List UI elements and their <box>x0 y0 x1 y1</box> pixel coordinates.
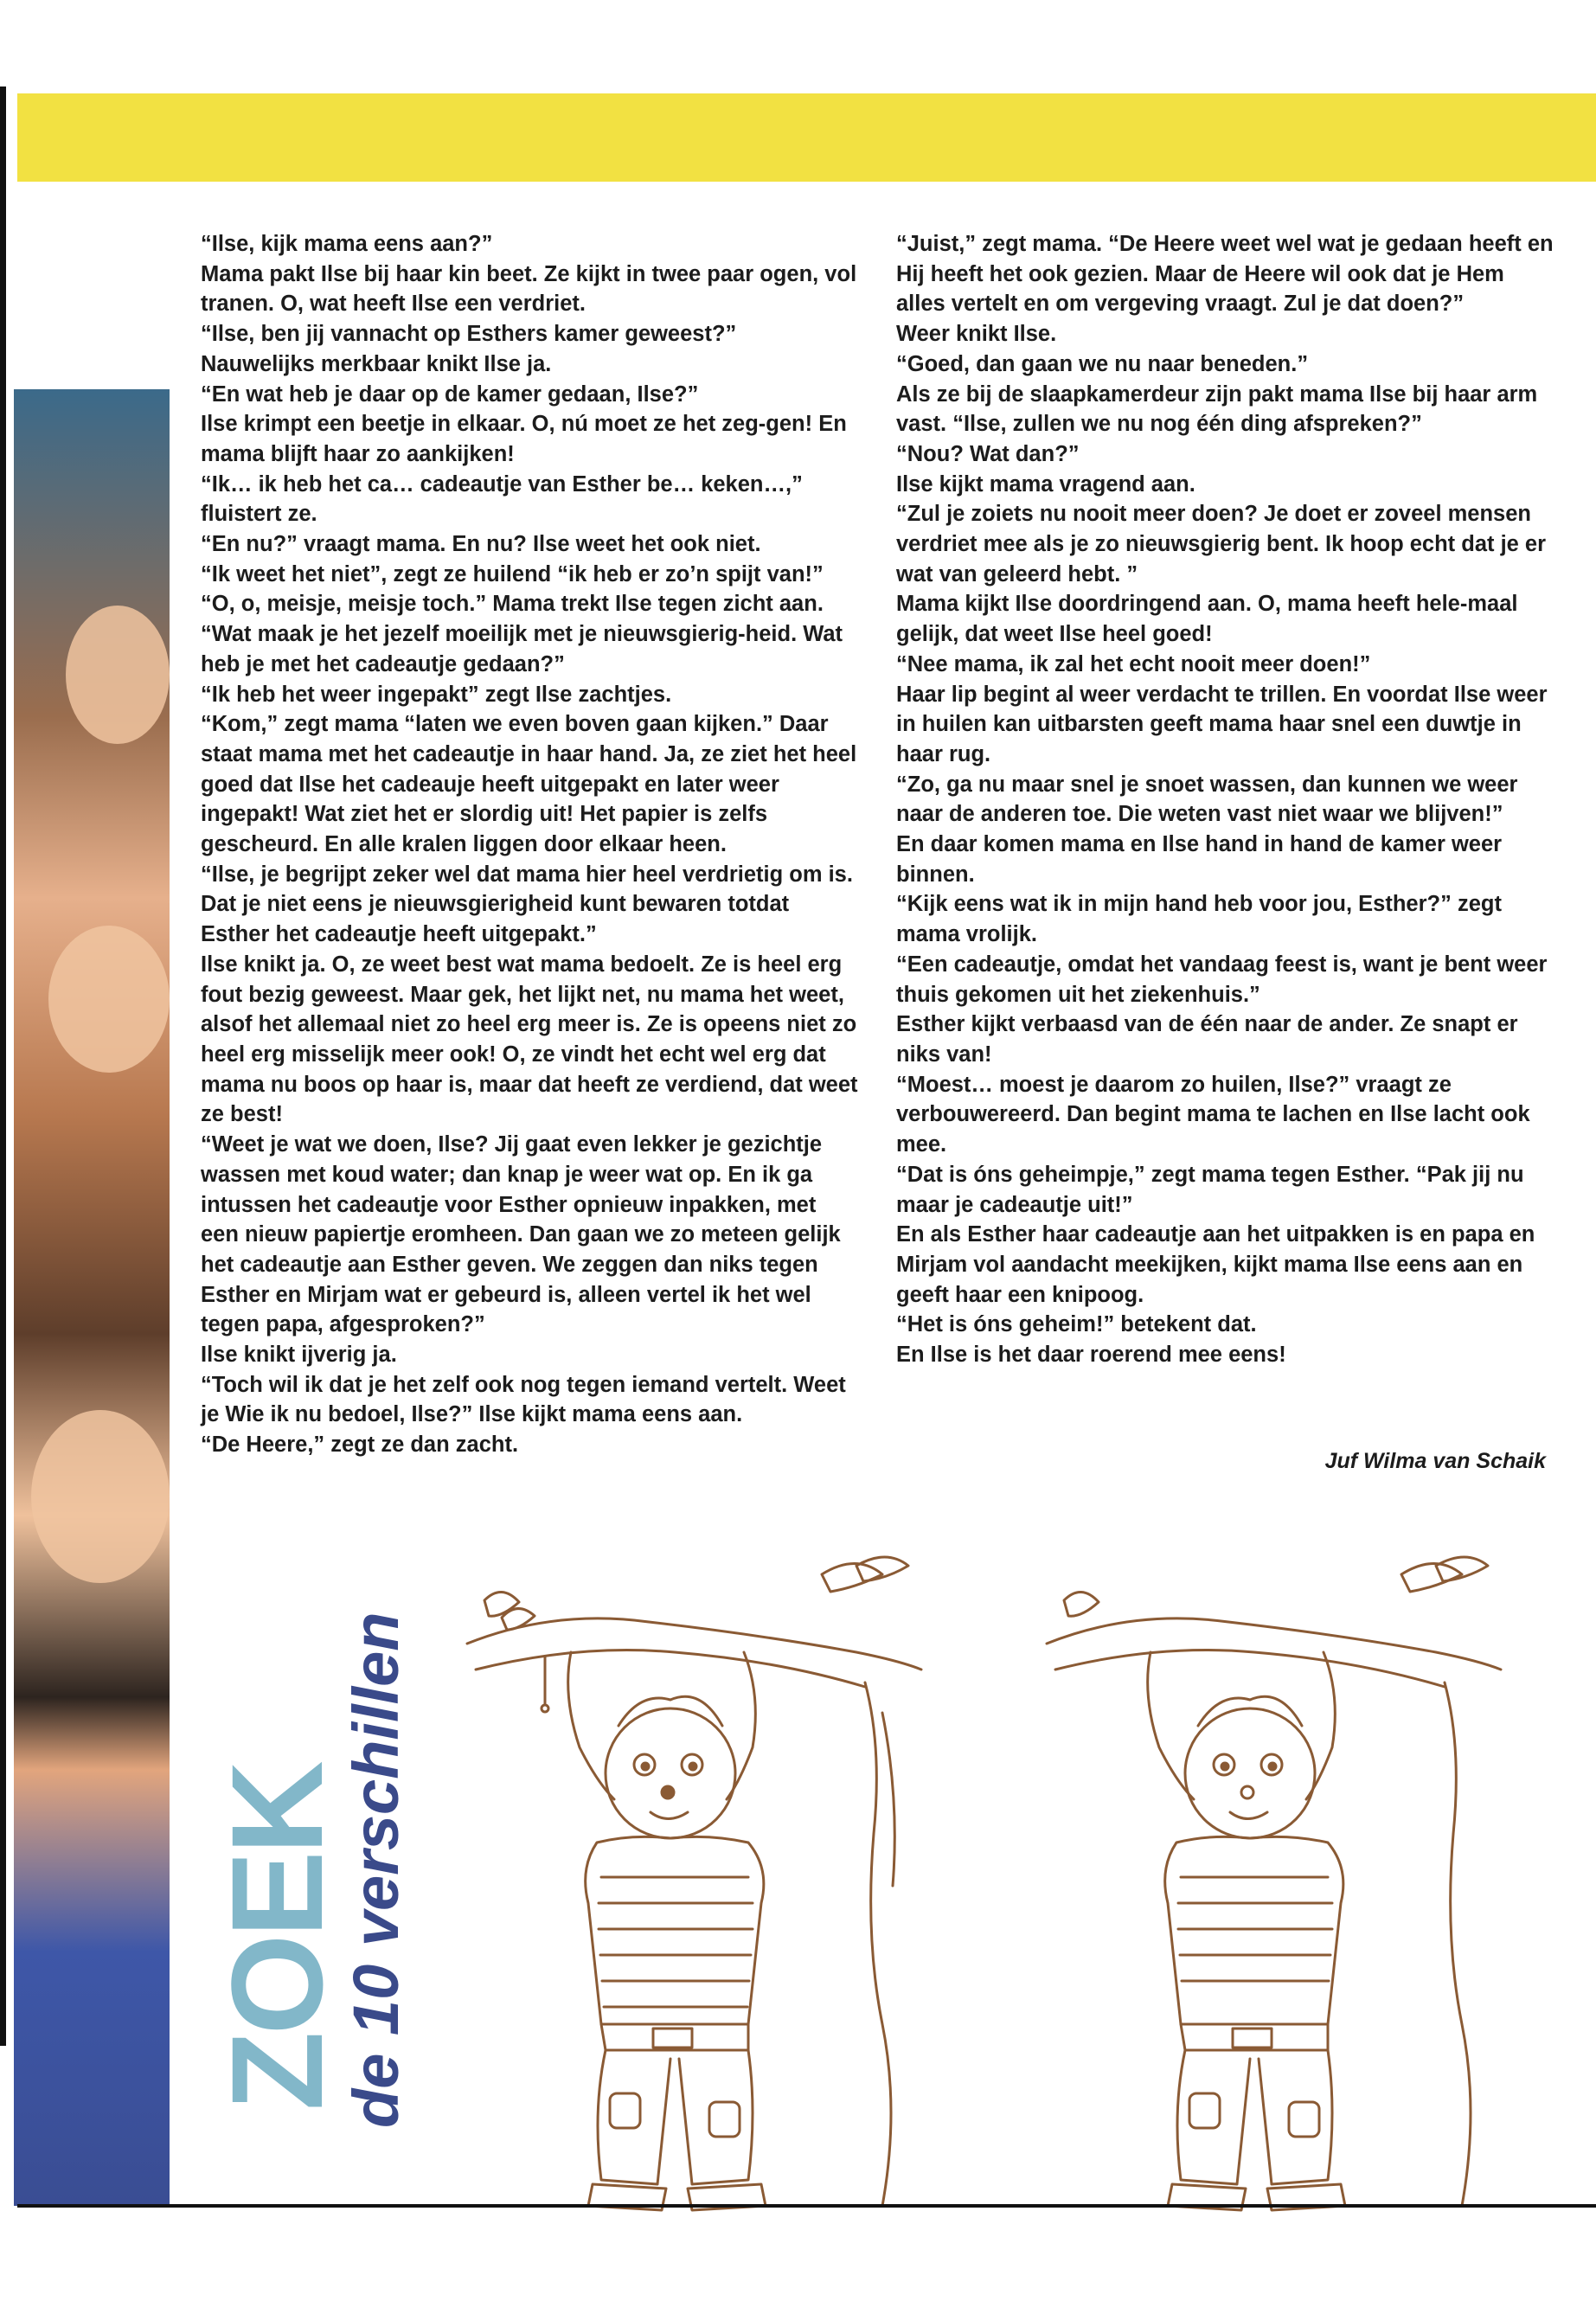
story-paragraph: En als Esther haar cadeautje aan het uitpakken is en papa en Mirjam vol aandacht meekijken, kijkt mama Ilse eens aan en geeft haar een knipoog. <box>896 1222 1535 1307</box>
story-paragraph: Mama kijkt Ilse doordringend aan. O, mama heeft hele-maal gelijk, dat weet Ilse heel goed! <box>896 592 1518 647</box>
story-column-right <box>896 229 1554 1370</box>
story-paragraph: “En wat heb je daar op de kamer gedaan, Ilse?” <box>201 381 699 407</box>
boy-on-branch-illustration-left <box>450 1540 934 2214</box>
author-signature: Juf Wilma van Schaik <box>1324 1449 1546 1473</box>
story-paragraph: “Dat is óns geheimpje,” zegt mama tegen Esther. “Pak jij nu maar je cadeautje uit!” <box>896 1162 1524 1217</box>
puzzle-title: ZOEK <box>204 1764 349 2111</box>
page-bottom-rule <box>17 2204 1596 2208</box>
children-photo <box>14 389 170 2206</box>
story-paragraph: “Ilse, kijk mama eens aan?” <box>201 232 493 256</box>
story-paragraph: “De Heere,” zegt ze dan zacht. <box>201 1433 519 1458</box>
story-paragraph: “Ik weet het niet”, zegt ze huilend “ik heb er zo’n spijt van!” <box>201 561 824 586</box>
puzzle-title-block <box>169 1557 428 2145</box>
story-paragraph: Ilse knikt ijverig ja. <box>201 1343 397 1368</box>
yellow-header-band <box>17 93 1596 182</box>
story-paragraph: “Toch wil ik dat je het zelf ook nog tegen iemand vertelt. Weet je Wie ik nu bedoel, Ilse?” Ilse kijkt mama eens aan. <box>201 1372 846 1427</box>
story-paragraph: “Zo, ga nu maar snel je snoet wassen, dan kunnen we weer naar de anderen toe. Die weten vast niet waar we blijven!” <box>896 772 1518 827</box>
story-paragraph: Esther kijkt verbaasd van de één naar de ander. Ze snapt er niks van! <box>896 1012 1518 1067</box>
story-paragraph: Weer knikt Ilse. <box>896 322 1057 347</box>
story-paragraph: “Weet je wat we doen, Ilse? Jij gaat even lekker je gezichtje wassen met koud water; dan knap je weer wat op. En ik ga intussen het cadeautje voor Esther opnieuw inpakken, met een nieuw papiertje eromheen. Dan gaan we zo meteen gelijk het cadeautje aan Esther geven. We zeggen dan niks tegen Esther en Mirjam wat er gebeurd is, alleen vertel ik het wel tegen papa, afgesproken?” <box>201 1132 841 1337</box>
story-paragraph: “Een cadeautje, omdat het vandaag feest is, want je bent weer thuis gekomen uit het ziekenhuis.” <box>896 952 1548 1007</box>
story-paragraph: Nauwelijks merkbaar knikt Ilse ja. <box>201 351 552 376</box>
story-paragraph: “Moest… moest je daarom zo huilen, Ilse?” vraagt ze verbouwereerd. Dan begint mama te lachen en Ilse lacht ook mee. <box>896 1072 1530 1157</box>
story-paragraph: “Het is óns geheim!” betekent dat. <box>896 1312 1257 1337</box>
story-paragraph: “Nee mama, ik zal het echt nooit meer doen!” <box>896 651 1371 676</box>
boy-on-branch-illustration-right <box>1029 1540 1514 2214</box>
story-paragraph: “Ik… ik heb het ca… cadeautje van Esther be… keken…,” fluistert ze. <box>201 471 803 527</box>
story-paragraph: “Goed, dan gaan we nu naar beneden.” <box>896 351 1309 376</box>
story-paragraph: Haar lip begint al weer verdacht te trillen. En voordat Ilse weer in huilen kan uitbarsten geeft mama haar snel een duwtje in haar rug. <box>896 682 1548 766</box>
story-paragraph: “Kijk eens wat ik in mijn hand heb voor jou, Esther?” zegt mama vrolijk. <box>896 892 1502 947</box>
story-paragraph: Mama pakt Ilse bij haar kin beet. Ze kijkt in twee paar ogen, vol tranen. O, wat heeft Ilse een verdriet. <box>201 261 857 317</box>
story-paragraph: “Ilse, je begrijpt zeker wel dat mama hier heel verdrietig om is. Dat je niet eens je nieuwsgierigheid kunt bewaren totdat Esther het cadeautje heeft uitgepakt.” <box>201 862 853 947</box>
story-column-left <box>201 229 858 1460</box>
story-paragraph: “Ik heb het weer ingepakt” zegt Ilse zachtjes. <box>201 682 672 707</box>
story-paragraph: “Ilse, ben jij vannacht op Esthers kamer geweest?” <box>201 322 737 347</box>
story-paragraph: “En nu?” vraagt mama. En nu? Ilse weet het ook niet. <box>201 532 761 557</box>
story-paragraph: “O, o, meisje, meisje toch.” Mama trekt Ilse tegen zicht aan. “Wat maak je het jezelf moeilijk met je nieuwsgierig-heid. Wat heb je met het cadeautje gedaan?” <box>201 592 843 676</box>
story-paragraph: “Juist,” zegt mama. “De Heere weet wel wat je gedaan heeft en Hij heeft het ook gezien. Maar de Heere wil ook dat je Hem alles vertelt en om vergeving vraagt. Zul je dat doen?” <box>896 232 1554 317</box>
story-paragraph: Ilse krimpt een beetje in elkaar. O, nú moet ze het zeg-gen! En mama blijft haar zo aankijken! <box>201 412 847 466</box>
story-paragraph: Ilse kijkt mama vragend aan. <box>896 471 1195 497</box>
story-paragraph: Ilse knikt ja. O, ze weet best wat mama bedoelt. Ze is heel erg fout bezig geweest. Maar gek, het lijkt net, nu mama het weet, alsof het allemaal niet zo heel erg meer is. Ze is opeens niet zo heel erg misselijk meer ook! O, ze vindt het echt wel erg dat mama nu boos op haar is, maar dat heeft ze verdiend, dat weet ze best! <box>201 952 858 1127</box>
story-paragraph: En Ilse is het daar roerend mee eens! <box>896 1343 1286 1368</box>
story-paragraph: “Kom,” zegt mama “laten we even boven gaan kijken.” Daar staat mama met het cadeautje in haar hand. Ja, ze ziet het heel goed dat Ilse het cadeauje heeft uitgepakt en later weer ingepakt! Wat ziet het er slordig uit! Het papier is zelfs gescheurd. En alle kralen liggen door elkaar heen. <box>201 712 857 857</box>
story-paragraph: En daar komen mama en Ilse hand in hand de kamer weer binnen. <box>896 832 1503 887</box>
page-edge-bar <box>0 87 6 2046</box>
story-paragraph: “Nou? Wat dan?” <box>896 441 1080 466</box>
story-paragraph: Als ze bij de slaapkamerdeur zijn pakt mama Ilse bij haar arm vast. “Ilse, zullen we nu nog één ding afspreken?” <box>896 381 1538 437</box>
puzzle-subtitle: de 10 verschillen <box>340 1612 412 2128</box>
story-paragraph: “Zul je zoiets nu nooit meer doen? Je doet er zoveel mensen verdriet mee als je zo nieuwsgierig bent. Ik hoop echt dat je er wat van geleerd hebt. ” <box>896 502 1547 586</box>
